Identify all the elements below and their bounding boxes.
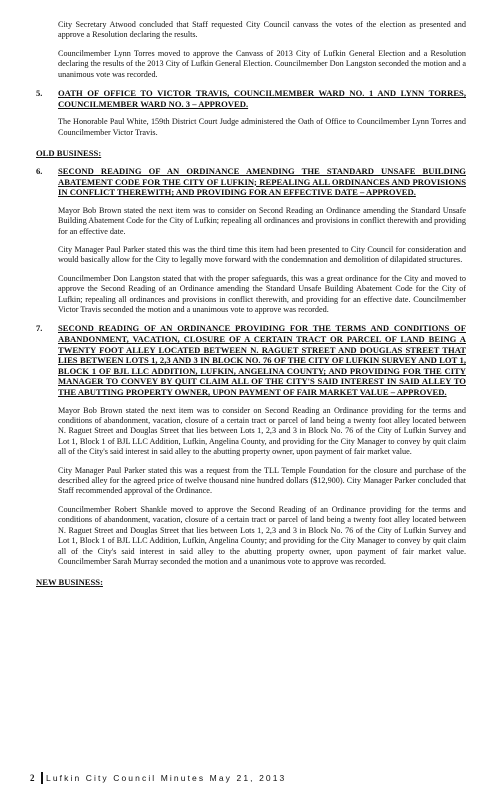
- agenda-item-5: [36, 88, 466, 109]
- section-old-business: OLD BUSINESS:: [36, 148, 102, 159]
- paragraph-item7-manager: City Manager Paul Parker stated this was a request from the TLL Temple Foundation for the closure and purchase of the described alley for the agreed price of twelve thousand nine hundred dollars ($12,900). City Manager Parker concluded that Staff recommended approval of the Ordinance.: [58, 465, 466, 496]
- footer-divider: [41, 772, 43, 784]
- item-number: 7.: [36, 323, 43, 334]
- agenda-item-7: [36, 323, 466, 397]
- page-number: 2: [30, 773, 35, 783]
- document-page: [36, 20, 466, 587]
- paragraph-oath: The Honorable Paul White, 159th District Court Judge administered the Oath of Office to Councilmember Lynn Torres and Councilmember Victor Travis.: [58, 117, 466, 137]
- page-footer: [30, 772, 466, 784]
- paragraph-item6-manager: City Manager Paul Parker stated this was the third time this item had been presented to City Council for consideration and would basically allow for the City to legally move forward with the condemnation and demolition of dilapidated structures.: [58, 245, 466, 265]
- item-number: 6.: [36, 166, 43, 177]
- item-heading: SECOND READING OF AN ORDINANCE AMENDING THE STANDARD UNSAFE BUILDING ABATEMENT CODE FOR THE CITY OF LUFKIN; REPEALING ALL ORDINANCES AND PROVISIONS IN CONFLICT THEREWITH; AND PROVIDING FOR AN EFFECTIVE DATE – APPROVED.: [58, 166, 466, 198]
- footer-text: Lufkin City Council Minutes May 21, 2013: [46, 773, 287, 783]
- item-heading: SECOND READING OF AN ORDINANCE PROVIDING FOR THE TERMS AND CONDITIONS OF ABANDONMENT, VACATION, CLOSURE OF A CERTAIN TRACT OR PARCEL OF LAND BEING A TWENTY FOOT ALLEY LOCATED BETWEEN N. RAGUET STREET AND DOUGLAS STREET THAT LIES BETWEEN LOTS 1, 2,3 AND 3 IN BLOCK NO. 76 OF THE CITY OF LUFKIN SURVEY AND LOT 1, BLOCK 1 OF BJL LLC ADDITION, LUFKIN, ANGELINA COUNTY; AND PROVIDING FOR THE CITY MANAGER TO CONVEY BY QUIT CLAIM ALL OF THE CITY'S SAID INTEREST IN SAID ALLEY TO THE ABUTTING PROPERTY OWNER, UPON PAYMENT OF FAIR MARKET VALUE – APPROVED.: [58, 323, 466, 398]
- agenda-item-6: [36, 166, 466, 198]
- paragraph-canvass-conclusion: City Secretary Atwood concluded that Staff requested City Council canvass the votes of the election as presented and approve a Resolution declaring the results.: [58, 20, 466, 40]
- paragraph-item6-mayor: Mayor Bob Brown stated the next item was to consider on Second Reading an Ordinance amending the Standard Unsafe Building Abatement Code for the City of Lufkin; repealing all ordinances and provisions in conflict therewith and providing for an effective date.: [58, 205, 466, 236]
- paragraph-canvass-motion: Councilmember Lynn Torres moved to approve the Canvass of 2013 City of Lufkin General Election and a Resolution declaring the results of the 2013 City of Lufkin General Election. Councilmember Don Langston seconded the motion and a unanimous vote was recorded.: [58, 48, 466, 79]
- section-new-business: NEW BUSINESS:: [36, 577, 103, 588]
- paragraph-item7-motion: Councilmember Robert Shankle moved to approve the Second Reading of an Ordinance providing for the terms and conditions of abandonment, vacation, closure of a certain tract or parcel of land being a twenty foot alley located between N. Raguet Street and Douglas Street that lies between Lots 1, 2,3 and 3 in Block No. 76 of the City of Lufkin Survey and Lot 1, Block 1 of BJL LLC Addition, Lufkin, Angelina County; and providing for the City Manager to convey by quit claim all of the City's said interest in said alley to the abutting property owner, upon payment of fair market value. Councilmember Sarah Murray seconded the motion and a unanimous vote to approve was recorded.: [58, 504, 466, 566]
- item-number: 5.: [36, 88, 43, 99]
- paragraph-item6-motion: Councilmember Don Langston stated that with the proper safeguards, this was a great ordinance for the City and moved to approve the Second Reading of an Ordinance amending the Standard Unsafe Building Abatement Code for the City of Lufkin; repealing all ordinances and provisions in conflict therewith, and providing for an effective date. Councilmember Victor Travis seconded the motion and a unanimous vote to approve was recorded.: [58, 273, 466, 315]
- item-heading: OATH OF OFFICE TO VICTOR TRAVIS, COUNCILMEMBER WARD NO. 1 AND LYNN TORRES, COUNCILMEMBER WARD NO. 3 – APPROVED.: [58, 88, 466, 109]
- paragraph-item7-mayor: Mayor Bob Brown stated the next item was to consider on Second Reading an Ordinance providing for the terms and conditions of abandonment, vacation, closure of a certain tract or parcel of land being a twenty foot alley located between N. Raguet Street and Douglas Street that lies between Lots 1, 2,3 and 3 in Block No. 76 of the City of Lufkin Survey and Lot 1, Block 1 of BJL LLC Addition, Lufkin, Angelina County, and providing for the City Manager to convey by quit claim all of the City's said interest in said alley to the abutting property owner, upon payment of fair market value.: [58, 405, 466, 457]
